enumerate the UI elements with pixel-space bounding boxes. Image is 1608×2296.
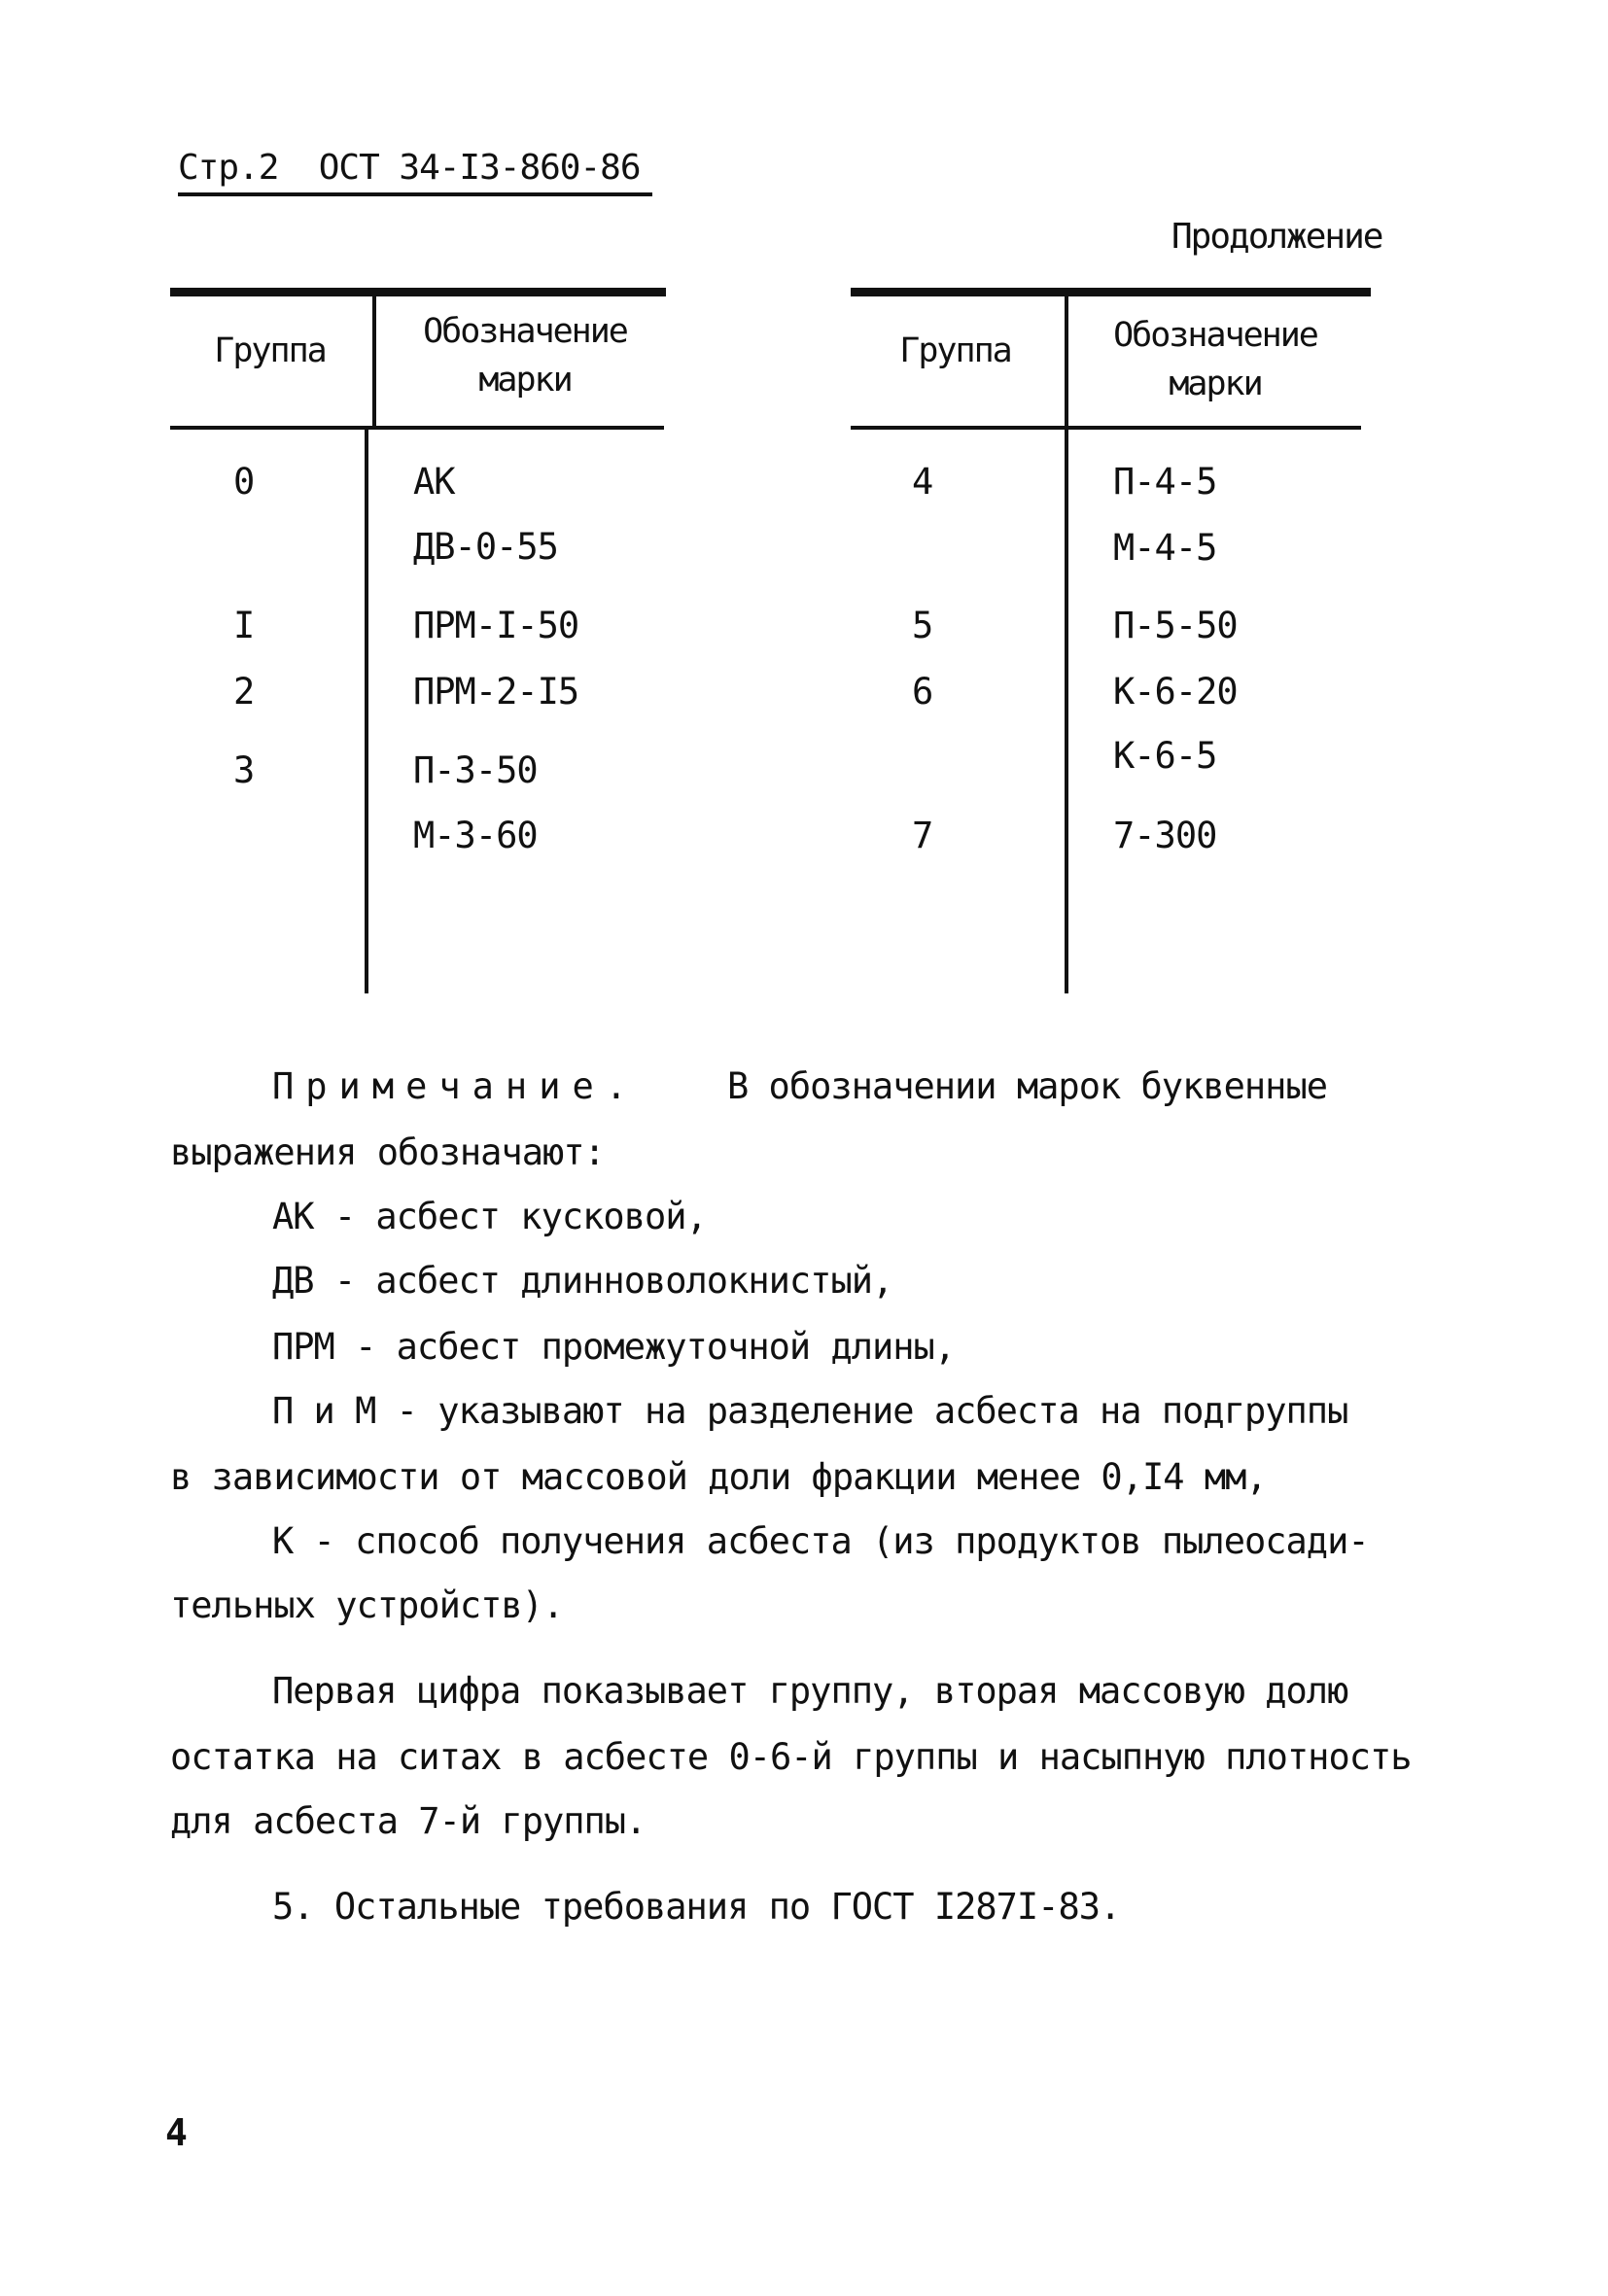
column-header-mark-line1: Обозначение xyxy=(1113,316,1317,355)
page-title: Стр.2 ОСТ 34-I3-860-86 xyxy=(178,148,641,188)
note-text: тельных устройств). xyxy=(170,1584,564,1626)
continuation-label: Продолжение xyxy=(1171,217,1382,257)
table-cell-group: 3 xyxy=(233,749,255,791)
table-cell-group: 2 xyxy=(233,671,255,713)
table-header-rule xyxy=(170,426,664,430)
table-cell-mark: П-3-50 xyxy=(413,749,538,791)
table-top-rule xyxy=(170,288,666,296)
note-text: В обозначении марок буквенные xyxy=(727,1065,1328,1107)
table-cell-mark: АК xyxy=(413,461,455,503)
paragraph-text: для асбеста 7-й группы. xyxy=(170,1800,647,1842)
table-cell-mark: К-6-5 xyxy=(1113,735,1217,777)
table-column-divider xyxy=(365,430,368,993)
table-cell-mark: ДВ-0-55 xyxy=(413,526,558,568)
table-cell-mark: 7-300 xyxy=(1113,815,1217,856)
table-cell-group: 0 xyxy=(233,461,255,503)
note-text: АК - асбест кусковой, xyxy=(272,1196,707,1237)
note-text: выражения обозначают: xyxy=(170,1131,605,1173)
note-label: Примечание. xyxy=(272,1065,640,1107)
note-text: К - способ получения асбеста (из продуктов пылеосади- xyxy=(272,1520,1369,1562)
marks-table-right xyxy=(851,288,1376,997)
table-cell-mark: П-5-50 xyxy=(1113,605,1238,646)
table-cell-mark: П-4-5 xyxy=(1113,461,1217,503)
table-cell-mark: М-4-5 xyxy=(1113,527,1217,569)
table-cell-group: 4 xyxy=(912,461,933,503)
column-header-mark-line1: Обозначение xyxy=(423,312,627,351)
table-top-rule xyxy=(851,288,1371,296)
table-cell-group: 7 xyxy=(912,815,933,856)
page-number: 4 xyxy=(165,2111,188,2154)
note-text: П и М - указывают на разделение асбеста на подгруппы xyxy=(272,1390,1348,1432)
table-column-divider xyxy=(372,296,376,426)
column-header-group: Группа xyxy=(899,331,1011,370)
column-header-mark-line2: марки xyxy=(1169,365,1262,403)
paragraph-text: остатка на ситах в асбесте 0-6-й группы и насыпную плотность xyxy=(170,1736,1412,1778)
table-cell-mark: К-6-20 xyxy=(1113,671,1238,713)
column-header-mark-line2: марки xyxy=(478,361,572,400)
paragraph-text: Первая цифра показывает группу, вторая массовую долю xyxy=(272,1670,1348,1712)
note-text: в зависимости от массовой доли фракции менее 0,I4 мм, xyxy=(170,1456,1267,1498)
table-cell-group: 5 xyxy=(912,605,933,646)
table-cell-group: I xyxy=(233,605,255,646)
marks-table-left xyxy=(170,288,666,997)
note-text: ДВ - асбест длинноволокнистый, xyxy=(272,1260,893,1302)
table-column-divider xyxy=(1065,296,1068,993)
table-cell-mark: М-3-60 xyxy=(413,815,538,856)
header-underline xyxy=(178,192,652,196)
table-cell-mark: ПРМ-2-I5 xyxy=(413,671,579,713)
note-text: ПРМ - асбест промежуточной длины, xyxy=(272,1326,956,1368)
table-header-rule xyxy=(851,426,1361,430)
requirement-item: 5. Остальные требования по ГОСТ I287I-83. xyxy=(272,1886,1121,1928)
table-cell-group: 6 xyxy=(912,671,933,713)
column-header-group: Группа xyxy=(214,331,326,370)
table-cell-mark: ПРМ-I-50 xyxy=(413,605,579,646)
